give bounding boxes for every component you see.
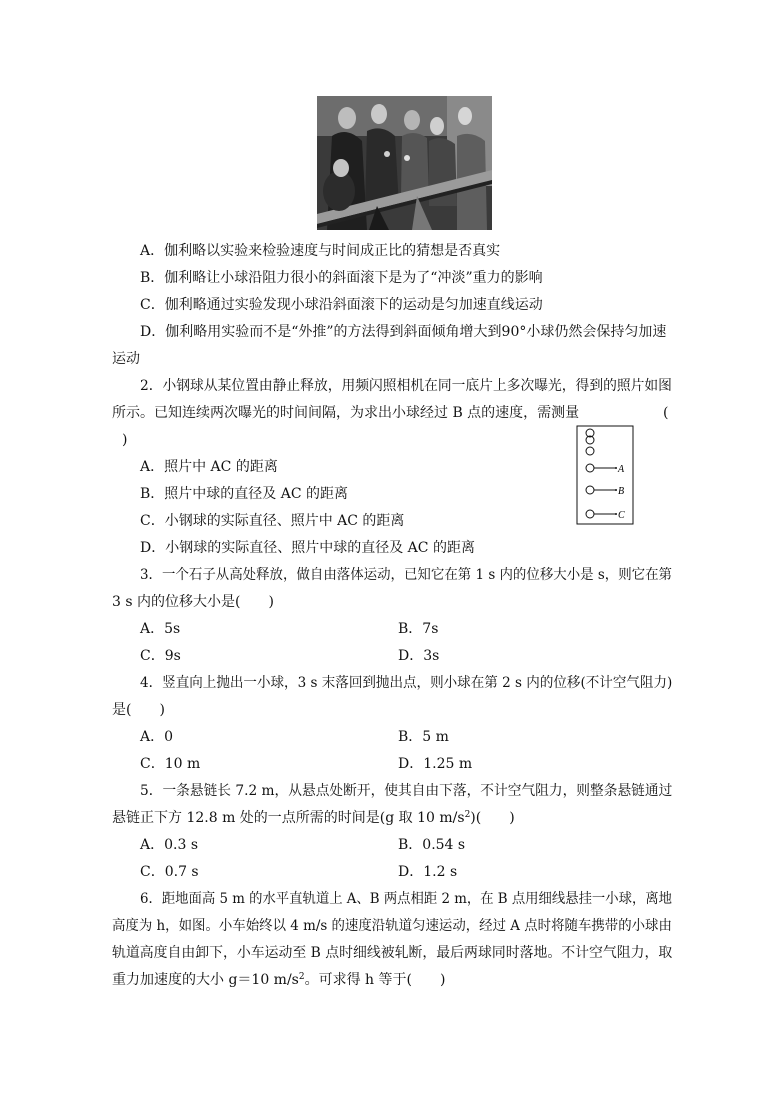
q4-option-c: C．10 m — [140, 756, 201, 772]
q5-option-b: B．0.54 s — [398, 837, 466, 853]
q2-option-a: A．照片中 AC 的距离 — [140, 459, 278, 475]
q3-option-d: D．3s — [398, 648, 440, 664]
q4-stem-line1: 4．竖直向上抛出一小球，3 s 末落回到抛出点，则小球在第 2 s 内的位移(不计空气阻力) — [140, 675, 673, 691]
q1-option-d: D．伽利略用实验而不是“外推”的方法得到斜面倾角增大到90°小球仍然会保持匀加速 — [140, 324, 667, 340]
q4-stem-line2: 是( ) — [112, 702, 165, 718]
q1-option-c: C．伽利略通过实验发现小球沿斜面滚下的运动是匀加速直线运动 — [140, 297, 543, 313]
figure-label-c: C — [618, 510, 625, 521]
q1-option-a: A．伽利略以实验来检验速度与时间成正比的猜想是否真实 — [140, 243, 501, 259]
q4-option-d: D．1.25 m — [398, 756, 473, 772]
q5-option-d: D．1.2 s — [398, 864, 458, 880]
q3-stem-line1: 3．一个石子从高处释放，做自由落体运动，已知它在第 1 s 内的位移大小是 s，则它在第 — [140, 567, 672, 583]
q6-stem-line3: 轨道高度自由卸下，小车运动至 B 点时细线被轧断，最后两球同时落地。不计空气阻力，取 — [112, 945, 673, 961]
q6-stem-line1: 6．距地面高 5 m 的水平直轨道上 A、B 两点相距 2 m，在 B 点用细线悬挂一小球，离地 — [140, 891, 673, 907]
q2-option-d: D．小钢球的实际直径、照片中球的直径及 AC 的距离 — [140, 540, 475, 556]
figure-label-a: A — [618, 464, 625, 475]
strobe-photo-figure — [576, 425, 640, 525]
q2-answer-paren-open: ( — [663, 405, 669, 421]
q2-stem-line2: 所示。已知连续两次曝光的时间间隔，为求出小球经过 B 点的速度，需测量 — [112, 405, 580, 421]
q3-option-b: B．7s — [398, 621, 439, 637]
q2-stem-line1: 2．小钢球从某位置由静止释放，用频闪照相机在同一底片上多次曝光，得到的照片如图 — [140, 378, 672, 394]
q5-option-c: C．0.7 s — [140, 864, 199, 880]
figure-label-b: B — [618, 486, 625, 497]
q4-option-b: B．5 m — [398, 729, 449, 745]
q1-option-b: B．伽利略让小球沿阻力很小的斜面滚下是为了“冲淡”重力的影响 — [140, 270, 543, 286]
q5-option-a: A．0.3 s — [140, 837, 199, 853]
q2-option-b: B．照片中球的直径及 AC 的距离 — [140, 486, 349, 502]
q3-stem-line2: 3 s 内的位移大小是( ) — [112, 594, 274, 610]
q6-stem-line2: 高度为 h，如图。小车始终以 4 m/s 的速度沿轨道匀速运动，经过 A 点时将随车携带的小球由 — [112, 918, 672, 934]
q2-answer-paren-close: ) — [122, 432, 128, 448]
q5-stem-line2: 悬链正下方 12.8 m 处的一点所需的时间是(g 取 10 $m/s^2$)( ) — [112, 810, 515, 826]
q4-option-a: A．0 — [140, 729, 174, 745]
q3-option-a: A．5s — [140, 621, 181, 637]
q3-option-c: C．9s — [140, 648, 181, 664]
q5-stem-line1: 5．一条悬链长 7.2 m，从悬点处断开，使其自由下落，不计空气阻力，则整条悬链通过 — [140, 783, 673, 799]
q6-stem-line4: 重力加速度的大小 g＝10 $m/s^2$。可求得 h 等于( ) — [112, 972, 446, 988]
galileo-painting-image — [317, 96, 492, 230]
q2-option-c: C．小钢球的实际直径、照片中 AC 的距离 — [140, 513, 405, 529]
q1-option-d-continuation: 运动 — [112, 351, 140, 367]
